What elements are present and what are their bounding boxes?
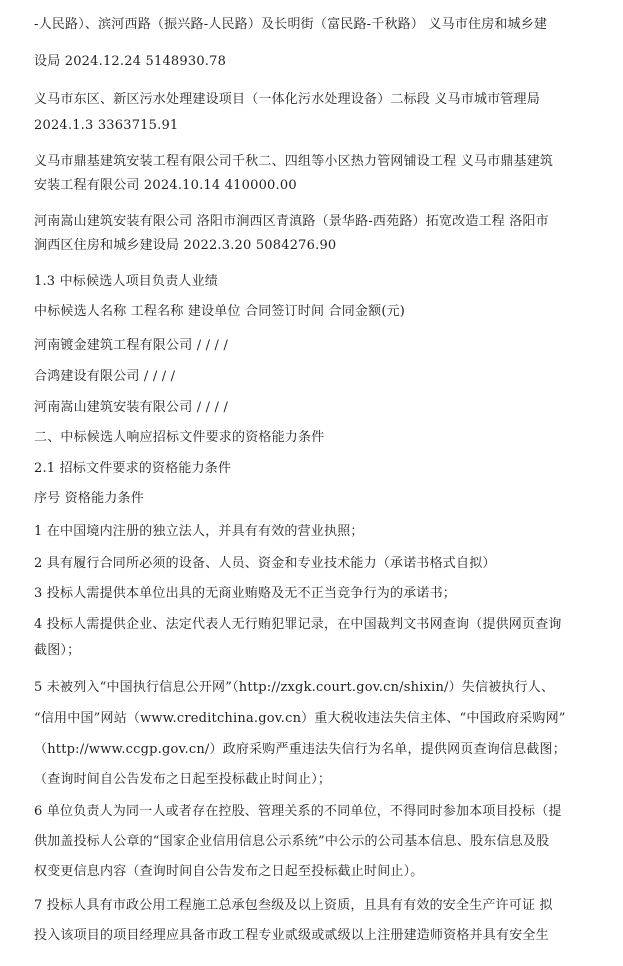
section-heading: 二、中标候选人响应招标文件要求的资格能力条件 [34, 430, 325, 445]
list-item-continued: （http://www.ccgp.gov.cn/）政府采购严重违法失信行为名单，提供网页查询信息截图； [34, 742, 566, 757]
list-item-continued: 截图）； [34, 643, 81, 658]
text-line: 义马市鼎基建筑安装工程有限公司千秋二、四组等小区热力管网铺设工程 义马市鼎基建筑 [34, 154, 554, 169]
list-item: 3 投标人需提供本单位出具的无商业贿赂及无不正当竞争行为的承诺书； [34, 586, 457, 601]
text-line: 2024.1.3 3363715.91 [34, 118, 179, 133]
text-line: 义马市东区、新区污水处理建设项目（一体化污水处理设备）二标段 义马市城市管理局 [34, 92, 540, 107]
section-heading: 1.3 中标候选人项目负责人业绩 [34, 274, 219, 289]
text-line: -人民路）、滨河西路（振兴路-人民路）及长明街（富民路-千秋路） 义马市住房和城乡建 [34, 17, 548, 32]
list-item: 5 未被列入“中国执行信息公开网”（http://zxgk.court.gov.cn/shixin/）失信被执行人、 [34, 680, 555, 695]
table-row: 合鸿建设有限公司 / / / / [34, 369, 176, 384]
table-header: 中标候选人名称 工程名称 建设单位 合同签订时间 合同金额(元) [34, 304, 406, 319]
text-line: 涧西区住房和城乡建设局 2022.3.20 5084276.90 [34, 238, 337, 253]
list-item: 7 投标人具有市政公用工程施工总承包叁级及以上资质，且具有有效的安全生产许可证 拟 [34, 898, 553, 913]
list-item: 1 在中国境内注册的独立法人，并具有有效的营业执照； [34, 524, 364, 539]
section-heading: 2.1 招标文件要求的资格能力条件 [34, 461, 232, 476]
list-item-continued: “信用中国”网站（www.creditchina.gov.cn）重大税收违法失信主体、“中国政府采购网” [34, 711, 566, 726]
list-item: 6 单位负责人为同一人或者存在控股、管理关系的不同单位，不得同时参加本项目投标（提 [34, 804, 562, 819]
text-line: 安装工程有限公司 2024.10.14 410000.00 [34, 178, 297, 193]
list-item: 4 投标人需提供企业、法定代表人无行贿犯罪记录，在中国裁判文书网查询（提供网页查询 [34, 617, 562, 632]
table-row: 河南镀金建筑工程有限公司 / / / / [34, 338, 229, 353]
list-item-continued: （查询时间自公告发布之日起至投标截止时间止）； [34, 772, 332, 787]
table-row: 河南嵩山建筑安装有限公司 / / / / [34, 400, 229, 415]
list-item-continued: 权变更信息内容（查询时间自公告发布之日起至投标截止时间止）。 [34, 864, 424, 879]
text-line: 河南嵩山建筑安装有限公司 洛阳市涧西区青滇路（景华路-西苑路）拓宽改造工程 洛阳市 [34, 214, 549, 229]
list-item-continued: 供加盖投标人公章的“国家企业信用信息公示系统”中公示的公司基本信息、股东信息及股 [34, 834, 550, 849]
table-header: 序号 资格能力条件 [34, 491, 144, 506]
text-line: 设局 2024.12.24 5148930.78 [34, 54, 227, 69]
list-item: 2 具有履行合同所必须的设备、人员、资金和专业技术能力（承诺书格式自拟） [34, 556, 496, 571]
list-item-continued: 投入该项目的项目经理应具备市政工程专业贰级或贰级以上注册建造师资格并具有安全生 [34, 928, 549, 943]
